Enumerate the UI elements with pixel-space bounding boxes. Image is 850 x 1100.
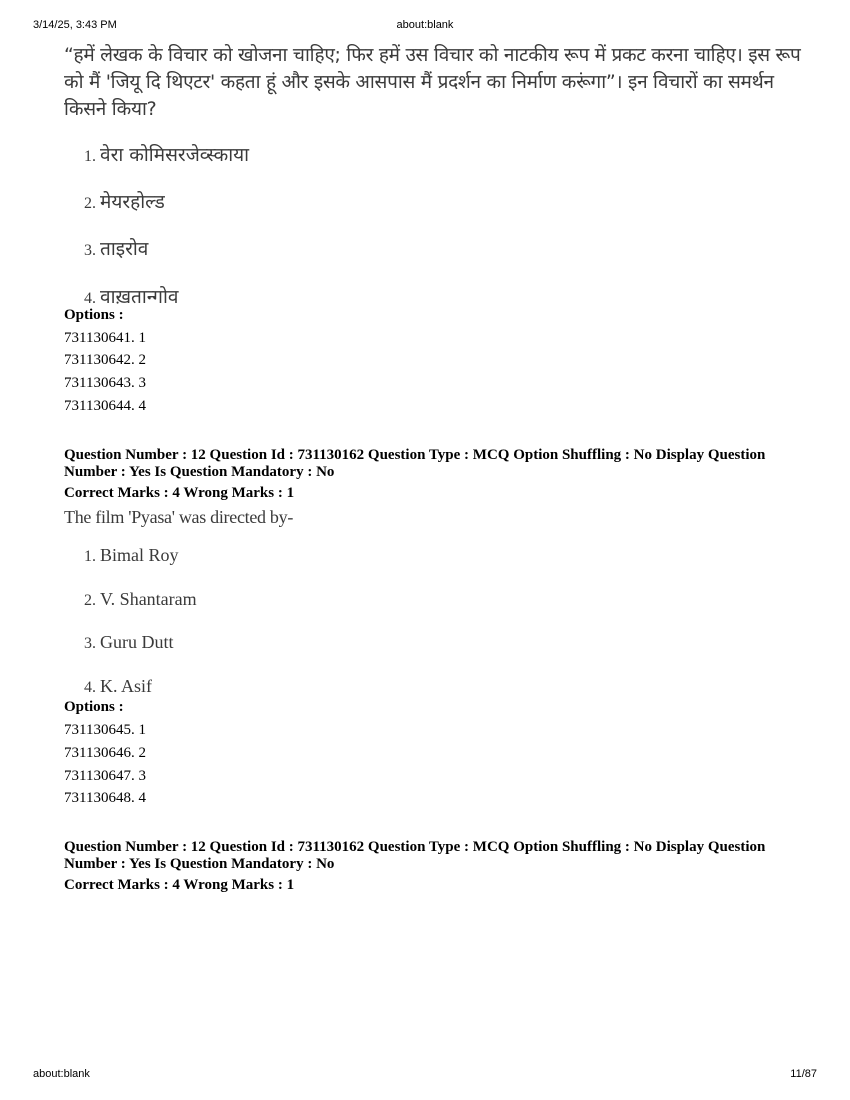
question-meta: Question Number : 12 Question Id : 731130162 Question Type : MCQ Option Shuffling : No Display Question Number : Yes Is Question Mandatory : No (64, 447, 766, 480)
marks-line: Correct Marks : 4 Wrong Marks : 1 (64, 485, 295, 501)
option-id-row: 731130646. 2 (64, 745, 146, 761)
option-id-row: 731130644. 4 (64, 398, 146, 414)
choice-item: 3. ताइरोव (84, 238, 149, 260)
choice-item: 1. Bimal Roy (84, 545, 179, 565)
print-title: about:blank (396, 19, 454, 31)
option-id-row: 731130647. 3 (64, 768, 146, 784)
question-text: The film 'Pyasa' was directed by- (64, 507, 294, 527)
choice-item: 2. V. Shantaram (84, 589, 197, 609)
print-datetime: 3/14/25, 3:43 PM (33, 19, 117, 31)
choice-item: 4. वाख़तान्गोव (84, 286, 179, 308)
option-id-row: 731130643. 3 (64, 375, 146, 391)
option-id-row: 731130645. 1 (64, 722, 146, 738)
question-text-hindi: “हमें लेखक के विचार को खोजना चाहिए; फिर हमें उस विचार को नाटकीय रूप में प्रकट करना चाहिए। इस रूप को मैं 'जियू दि थिएटर' कहता हूं और इसके आसपास मैं प्रदर्शन का निर्माण करूंगा”। इन विचारों का समर्थन किसने किया? (64, 44, 801, 120)
footer-url: about:blank (33, 1068, 90, 1080)
options-label: Options : (64, 699, 124, 715)
choice-item: 3. Guru Dutt (84, 632, 174, 652)
choice-item: 1. वेरा कोमिसरजेव्स्काया (84, 144, 250, 166)
option-id-row: 731130642. 2 (64, 352, 146, 368)
choice-item: 2. मेयरहोल्ड (84, 191, 165, 213)
option-id-row: 731130648. 4 (64, 790, 146, 806)
page-counter: 11/87 (790, 1068, 817, 1080)
marks-line: Correct Marks : 4 Wrong Marks : 1 (64, 877, 295, 893)
question-meta: Question Number : 12 Question Id : 731130162 Question Type : MCQ Option Shuffling : No Display Question Number : Yes Is Question Mandatory : No (64, 839, 766, 872)
choice-item: 4. K. Asif (84, 676, 153, 696)
options-label: Options : (64, 307, 124, 323)
option-id-row: 731130641. 1 (64, 330, 146, 346)
